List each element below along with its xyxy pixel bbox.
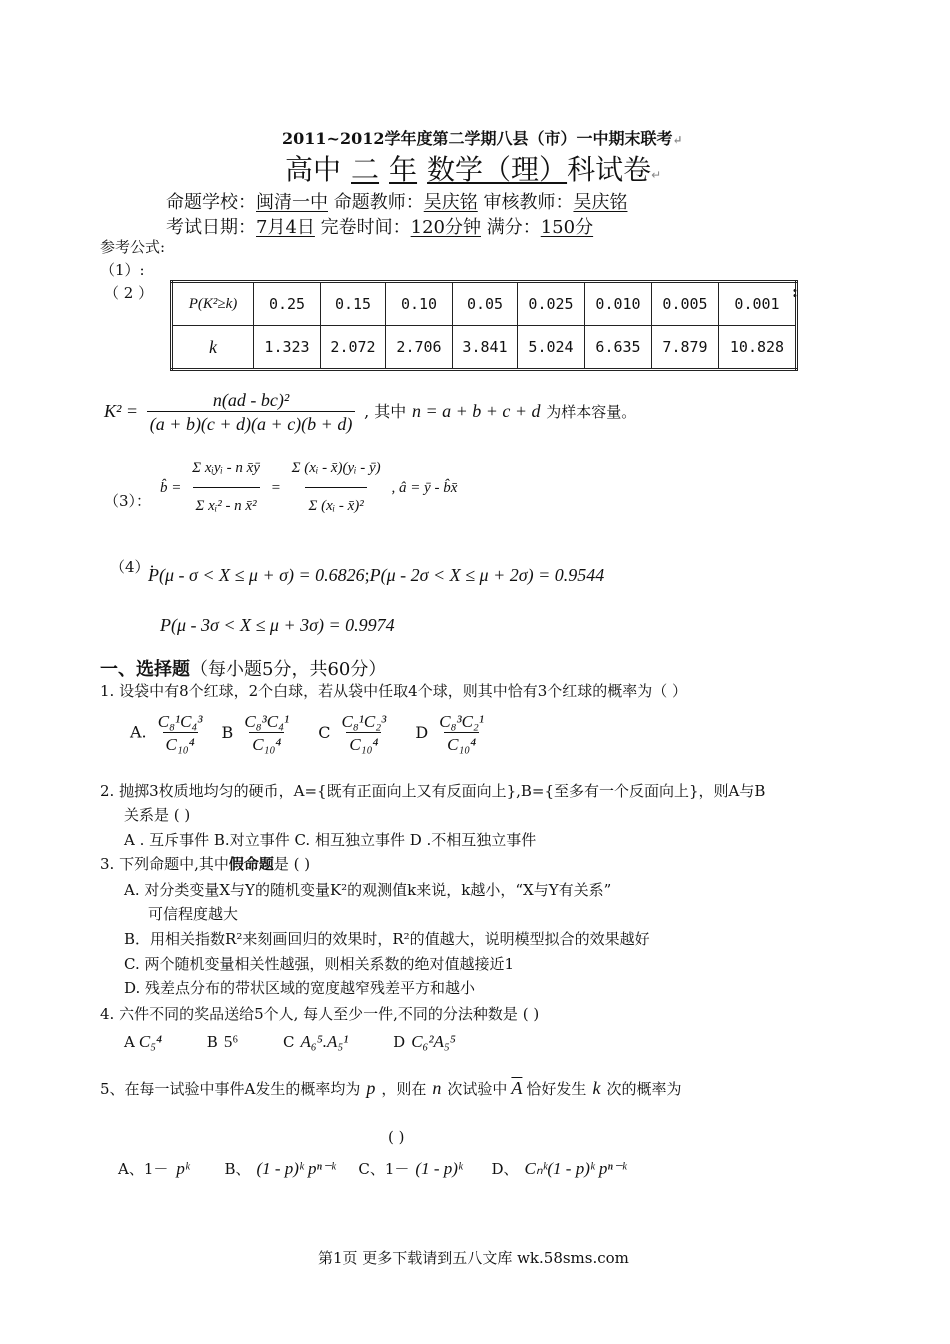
question-1-stem: 1. 设袋中有8个红球，2个白球，若从袋中任取4个球，则其中恰有3个红球的概率为（ ） [100, 682, 688, 700]
table-cell: 0.15 [321, 282, 386, 326]
table-cell: 2.706 [386, 326, 453, 370]
question-4-stem: 4. 六件不同的奖品送给5个人, 每人至少一件,不同的分法种数是 ( ) [100, 1005, 540, 1023]
k2-fraction: $\frac{\text{n(ad - bc)²}}{(a + b)(c + d)(a + c)(b + d)}$ [147, 390, 356, 434]
table-cell: 2.072 [321, 326, 386, 370]
option-d-fraction: $\frac{\text{C₈³C₂¹}}{\text{C₁₀⁴}}$ [439, 712, 484, 754]
formula-3-label: （3）： [104, 492, 152, 510]
paragraph-mark-icon: ↵ [672, 133, 683, 147]
table-cell: 1.323 [254, 326, 321, 370]
table-cell: 10.828 [719, 326, 797, 370]
formula-title: 参考公式: [100, 238, 166, 256]
question-4-options: A C₅⁴ B 5⁶ C A₆⁵.A₅¹ D C₆²A₅⁵ [124, 1032, 456, 1051]
table-cell: 0.25 [254, 282, 321, 326]
option-c-fraction: $\frac{\text{C₈¹C₂³}}{\text{C₁₀⁴}}$ [341, 712, 387, 754]
colon-mark: : [792, 282, 798, 301]
normal-formula-1: P(μ - σ < X ≤ μ + σ) = 0.6826;P(μ - 2σ < X ≤ μ + 2σ) = 0.9544 [148, 565, 605, 585]
table-cell: 0.005 [652, 282, 719, 326]
question-3-option-d: D. 残差点分布的带状区域的宽度越窄残差平方和越小 [124, 979, 476, 997]
question-3-option-a: A. 对分类变量X与Y的随机变量K²的观测值k来说，k越小，“X与Y有关系” [124, 881, 612, 899]
option-a-fraction: $\frac{\text{C₈¹C₄³}}{\text{C₁₀⁴}}$ [157, 712, 203, 754]
page-footer: 第1页 更多下载请到五八文库 wk.58sms.com [318, 1249, 629, 1267]
k-critical-table [170, 280, 798, 371]
exam-header-line: 2011~2012学年度第二学期八县（市）一中期末联考↵ [282, 129, 683, 148]
question-2-stem: 2. 抛掷3枚质地均匀的硬币，A={既有正面向上又有反面向上},B={至多有一个反面向上}，则A与B [100, 782, 766, 800]
regression-fraction-1: $\frac{\text{Σ xᵢyᵢ - n x̄ȳ}}{\text{Σ xᵢ² - n x̄²}}$ [192, 460, 260, 515]
formula-1-label: （1）: [100, 261, 145, 279]
question-5-stem: 5、在每一试验中事件A发生的概率均为 p ，则在 n 次试验中 $\overline{A}$ 恰好发生 k 次的概率为 [100, 1078, 682, 1098]
table-row [172, 326, 797, 370]
question-2-stem-continued: 关系是 ( ) [124, 806, 191, 824]
table-head-cell: P(K²≥k) [172, 282, 254, 326]
question-3-stem: 3. 下列命题中,其中假命题是 ( ) [100, 855, 311, 873]
table-cell: 0.05 [453, 282, 518, 326]
question-3-option-b: B．用相关指数R²来刻画回归的效果时，R²的值越大，说明模型拟合的效果越好 [124, 930, 650, 948]
table-cell: 3.841 [453, 326, 518, 370]
table-head-cell: k [172, 326, 254, 370]
normal-formula-2: P(μ - 3σ < X ≤ μ + 3σ) = 0.9974 [160, 615, 395, 635]
table-cell: 0.10 [386, 282, 453, 326]
exam-authors: 命题学校：闽清一中 命题教师：吴庆铭 审核教师：吴庆铭 [166, 192, 628, 213]
option-b-fraction: $\frac{\text{C₈³C₄¹}}{\text{C₁₀⁴}}$ [244, 712, 290, 754]
table-cell: 5.024 [518, 326, 585, 370]
table-cell: 6.635 [585, 326, 652, 370]
formula-2-label: （ 2 ） [104, 284, 154, 302]
question-5-options: A、1－ pᵏ B、 (1 - p)ᵏ pⁿ⁻ᵏ C、1－ (1 - p)ᵏ D、 Cₙᵏ(1 - p)ᵏ pⁿ⁻ᵏ [118, 1159, 627, 1178]
question-2-options: A . 互斥事件 B.对立事件 C. 相互独立事件 D .不相互独立事件 [124, 831, 537, 849]
question-3-option-a-continued: 可信程度越大 [148, 905, 239, 923]
question-5-bracket: ( ) [388, 1128, 405, 1146]
paragraph-mark-icon: ↵ [651, 168, 662, 182]
question-1-options: A. $\frac{\text{C₈¹C₄³}}{\text{C₁₀⁴}}$ B $\frac{\text{C₈³C₄¹}}{\text{C₁₀⁴}}$ C $\frac{\text{C₈¹C₂³}}{\text{C₁₀⁴}}$ D $\frac{\text{C₈³C₂¹}}{\text{C₁₀⁴}}$ [130, 712, 490, 754]
regression-formula: b̂ = $\frac{\text{Σ xᵢyᵢ - n x̄ȳ}}{\text{Σ xᵢ² - n x̄²}}$ = $\frac{\text{Σ (xᵢ - x̄)(yᵢ - ȳ)}}{\text{Σ (xᵢ - x̄)²}}$ , â = ȳ - b̂x̄ [160, 460, 458, 515]
formula-4-label: （4）: [110, 558, 155, 576]
exam-title: 高中 二 年 数学（理）科试卷↵ [285, 153, 662, 186]
section-title: 一、选择题（每小题5分，共60分） [100, 659, 387, 680]
table-cell: 0.010 [585, 282, 652, 326]
table-cell: 0.001 [719, 282, 797, 326]
k2-formula: K² = $\frac{\text{n(ad - bc)²}}{(a + b)(c + d)(a + c)(b + d)}$ , 其中 n = a + b + c + d 为样本容量。 [104, 390, 637, 434]
question-3-option-c: C. 两个随机变量相关性越强，则相关系数的绝对值越接近1 [124, 955, 515, 973]
exam-info: 考试日期：7月4日 完卷时间：120分钟 满分：150分 [166, 217, 594, 238]
table-row [172, 282, 797, 326]
regression-fraction-2: $\frac{\text{Σ (xᵢ - x̄)(yᵢ - ȳ)}}{\text{Σ (xᵢ - x̄)²}}$ [291, 460, 381, 515]
table-cell: 7.879 [652, 326, 719, 370]
table-cell: 0.025 [518, 282, 585, 326]
